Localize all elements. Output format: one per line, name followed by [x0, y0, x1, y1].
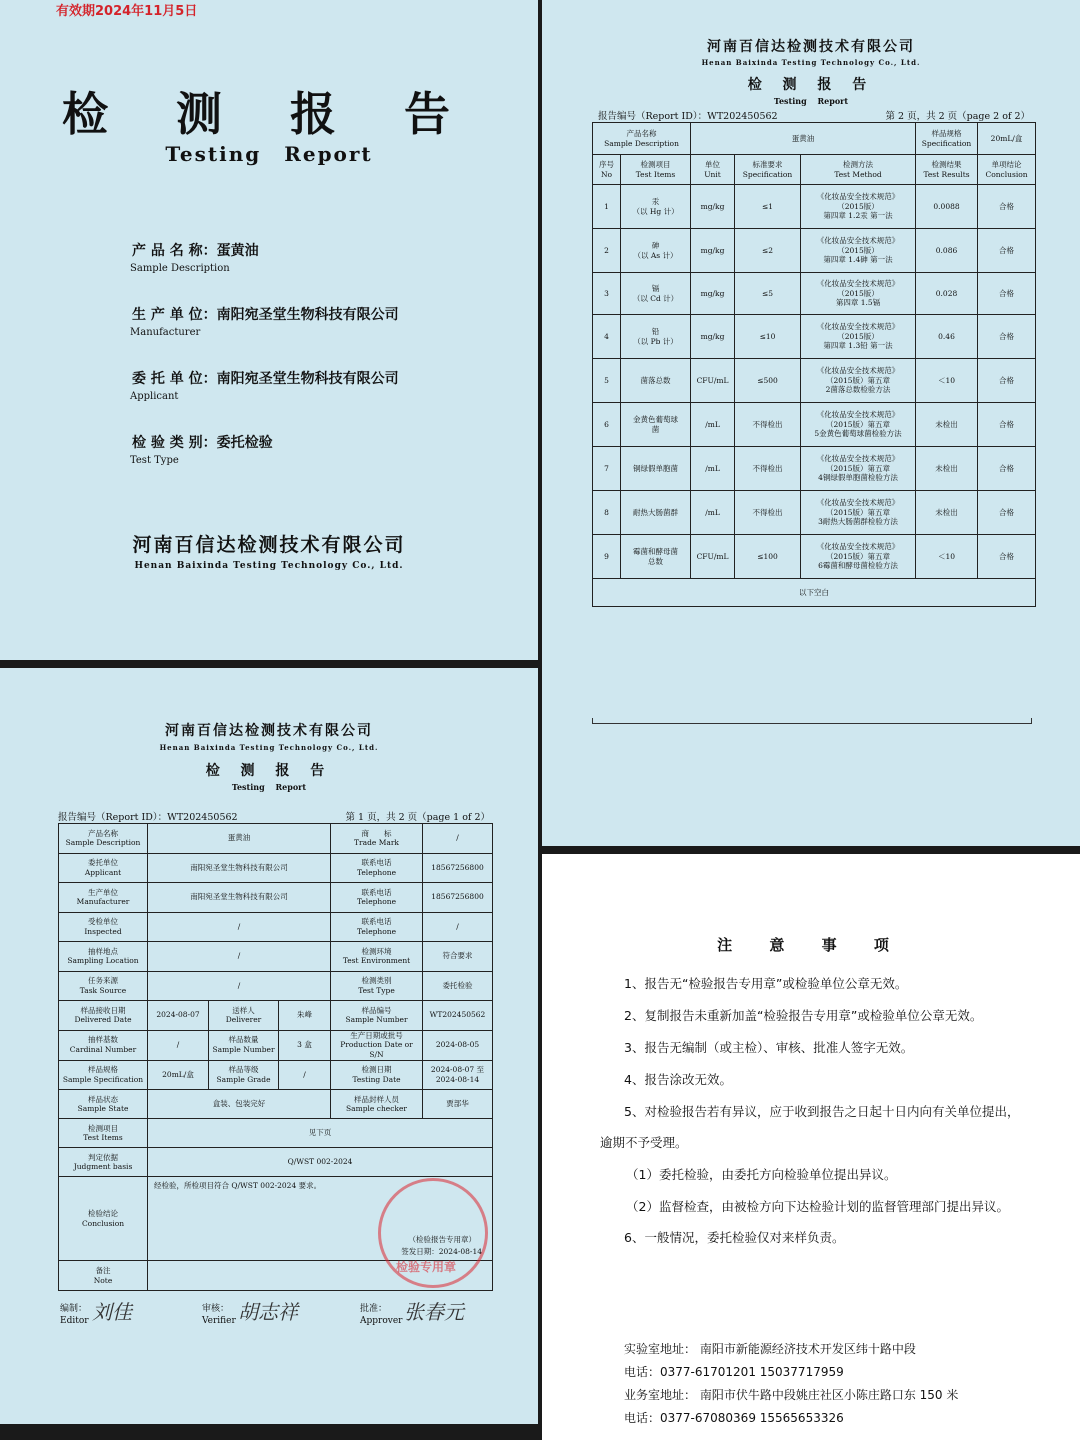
cover-company: 河南百信达检测技术有限公司: [132, 534, 406, 556]
info-value: 2024-08-07: [148, 1001, 209, 1031]
info-label-2: 联系电话 Telephone: [331, 883, 423, 913]
info-value-2: /: [423, 824, 493, 854]
result-result: ＜10: [916, 359, 978, 403]
page-number: 第 2 页，共 2 页（page 2 of 2）: [885, 111, 1030, 122]
info-label-2: 检测环境 Test Environment: [331, 942, 423, 972]
info-value: /: [148, 971, 331, 1001]
col-no: 序号 No: [593, 155, 621, 185]
info-value: 蛋黄油: [148, 824, 331, 854]
verifier-label: 审核： Verifier: [202, 1304, 236, 1326]
lab-address: 实验室地址： 南阳市新能源经济技术开发区纬十路中段: [624, 1342, 916, 1356]
result-no: 8: [593, 491, 621, 535]
result-no: 7: [593, 447, 621, 491]
info-label: 样品规格 Sample Specification: [59, 1060, 148, 1090]
info-label-2: 联系电话 Telephone: [331, 853, 423, 883]
result-method: 《化妆品安全技术规范》 （2015版） 第四章 1.5镉: [801, 273, 916, 315]
header-company: 河南百信达检测技术有限公司: [707, 39, 915, 55]
header-company-en: Henan Baixinda Testing Technology Co., Ltd.: [701, 58, 921, 67]
result-result: ＜10: [916, 535, 978, 579]
notice-item-2: 2、复制报告未重新加盖“检验报告专用章”或检验单位公章无效。: [624, 1008, 983, 1023]
info-label: 任务来源 Task Source: [59, 971, 148, 1001]
result-spec: ≤5: [735, 273, 801, 315]
result-no: 9: [593, 535, 621, 579]
info-row: [59, 883, 493, 913]
result-result: 未检出: [916, 403, 978, 447]
col-unit: 单位 Unit: [691, 155, 735, 185]
state-value: 盒装、包装完好: [148, 1090, 331, 1119]
col-item: 检测项目 Test Items: [621, 155, 691, 185]
info-sublabel: 样品数量 Sample Number: [209, 1030, 279, 1060]
blank-note: 以下空白: [593, 579, 1036, 607]
info-split-row: [59, 1060, 493, 1090]
editor-label: 编制： Editor: [60, 1304, 89, 1326]
result-result: 0.0088: [916, 185, 978, 229]
result-conclusion: 合格: [978, 491, 1036, 535]
conclusion-label: 检验结论 Conclusion: [59, 1177, 148, 1261]
header-title: 检 测 报 告: [205, 763, 333, 779]
result-result: 未检出: [916, 447, 978, 491]
info-value-2: 18567256800: [423, 853, 493, 883]
col-method: 检测方法 Test Method: [801, 155, 916, 185]
result-row: [593, 273, 1036, 315]
basis-value: Q/WST 002-2024: [148, 1148, 493, 1177]
sign-date: 签发日期：2024-08-14: [401, 1246, 482, 1256]
result-conclusion: 合格: [978, 315, 1036, 359]
stamp-label: 检验专用章: [396, 1260, 457, 1274]
result-no: 4: [593, 315, 621, 359]
info-label: 抽样地点 Sampling Location: [59, 942, 148, 972]
info-value-2: 2024-08-07 至 2024-08-14: [423, 1060, 493, 1090]
result-unit: mg/kg: [691, 185, 735, 229]
spec-label: 样品规格 Specification: [916, 123, 978, 155]
result-item: 汞 （以 Hg 计）: [621, 185, 691, 229]
info-split-row: [59, 1001, 493, 1031]
result-row: [593, 229, 1036, 273]
result-result: 0.086: [916, 229, 978, 273]
result-unit: mg/kg: [691, 315, 735, 359]
result-row: [593, 185, 1036, 229]
cover-field-test-type: 检 验 类 别：委托检验: [132, 435, 273, 451]
info-label-2: 生产日期或批号 Production Date or S/N: [331, 1030, 423, 1060]
items-label: 检测项目 Test Items: [59, 1119, 148, 1148]
col-result: 检测结果 Test Results: [916, 155, 978, 185]
info-split-row: [59, 1030, 493, 1060]
info-label-2: 样品编号 Sample Number: [331, 1001, 423, 1031]
info-label-2: 联系电话 Telephone: [331, 912, 423, 942]
result-method: 《化妆品安全技术规范》 （2015版）第五章 3耐热大肠菌群检验方法: [801, 491, 916, 535]
cover-field-test-type-en: Test Type: [130, 455, 179, 466]
info-value: /: [148, 1030, 209, 1060]
result-spec: 不得检出: [735, 447, 801, 491]
info-row: [59, 853, 493, 883]
cover-company-en: Henan Baixinda Testing Technology Co., Ltd.: [134, 561, 404, 571]
info-subvalue: 朱峰: [279, 1001, 331, 1031]
items-value: 见下页: [148, 1119, 493, 1148]
info-value-2: 符合要求: [423, 942, 493, 972]
note-label: 备注 Note: [59, 1261, 148, 1291]
state-label: 样品状态 Sample State: [59, 1090, 148, 1119]
report-page-2: [542, 0, 1080, 846]
info-label-2: 检测类别 Test Type: [331, 971, 423, 1001]
info-value-2: 委托检验: [423, 971, 493, 1001]
info-row: [59, 942, 493, 972]
info-subvalue: 3 盒: [279, 1030, 331, 1060]
result-item: 霉菌和酵母菌 总数: [621, 535, 691, 579]
result-conclusion: 合格: [978, 273, 1036, 315]
result-spec: ≤2: [735, 229, 801, 273]
desc-label: 产品名称 Sample Description: [593, 123, 691, 155]
result-spec: ≤500: [735, 359, 801, 403]
cover-subtitle: Testing Report: [165, 142, 373, 166]
report-id: 报告编号（Report ID）：WT202450562: [58, 812, 238, 823]
approver-label: 批准： Approver: [360, 1304, 403, 1326]
report-page-1: [0, 668, 538, 1424]
result-conclusion: 合格: [978, 403, 1036, 447]
notice-item-6: 6、一般情况，委托检验仅对来样负责。: [624, 1230, 845, 1245]
notice-item-3: 3、报告无编制（或主检）、审核、批准人签字无效。: [624, 1040, 914, 1055]
result-spec: 不得检出: [735, 491, 801, 535]
result-conclusion: 合格: [978, 447, 1036, 491]
info-row: [59, 971, 493, 1001]
result-row: [593, 403, 1036, 447]
page-footer-line: [592, 718, 1032, 724]
col-conclusion: 单项结论 Conclusion: [978, 155, 1036, 185]
header-company-en: Henan Baixinda Testing Technology Co., Ltd.: [159, 743, 379, 752]
info-row: [59, 912, 493, 942]
header-title-en: Testing Report: [773, 96, 849, 106]
stamp-note: （检验报告专用章）: [408, 1234, 476, 1244]
result-unit: mg/kg: [691, 229, 735, 273]
info-value: 南阳宛圣堂生物科技有限公司: [148, 853, 331, 883]
result-unit: /mL: [691, 447, 735, 491]
info-value: /: [148, 942, 331, 972]
result-no: 2: [593, 229, 621, 273]
info-sublabel: 样品等级 Sample Grade: [209, 1060, 279, 1090]
info-label: 受检单位 Inspected: [59, 912, 148, 942]
checker-value: 贾部华: [423, 1090, 493, 1119]
notice-page: [542, 854, 1080, 1440]
result-unit: mg/kg: [691, 273, 735, 315]
result-result: 0.028: [916, 273, 978, 315]
notice-item-5-2: （2）监督检查，由被检方向下达检验计划的监督管理部门提出异议。: [626, 1199, 1009, 1214]
lab-phone: 电话：0377-61701201 15037717959: [624, 1365, 844, 1379]
desc-value: 蛋黄油: [691, 123, 916, 155]
cover-title: 检 测 报 告: [61, 87, 477, 141]
result-method: 《化妆品安全技术规范》 （2015版） 第四章 1.3铅 第一法: [801, 315, 916, 359]
info-value-2: /: [423, 912, 493, 942]
notice-item-4: 4、报告涂改无效。: [624, 1072, 732, 1087]
approver-signature: 张春元: [404, 1300, 464, 1324]
result-item: 铜绿假单胞菌: [621, 447, 691, 491]
result-method: 《化妆品安全技术规范》 （2015版） 第四章 1.2汞 第一法: [801, 185, 916, 229]
result-item: 耐热大肠菌群: [621, 491, 691, 535]
info-row: [59, 824, 493, 854]
result-no: 3: [593, 273, 621, 315]
result-row: [593, 535, 1036, 579]
basis-label: 判定依据 Judgment basis: [59, 1148, 148, 1177]
result-spec: 不得检出: [735, 403, 801, 447]
notice-item-5: 5、对检验报告若有异议，应于收到报告之日起十日内向有关单位提出，: [624, 1104, 1020, 1119]
page-number: 第 1 页，共 2 页（page 1 of 2）: [345, 812, 490, 823]
info-value: 20mL/盒: [148, 1060, 209, 1090]
result-method: 《化妆品安全技术规范》 （2015版）第五章 2菌落总数检验方法: [801, 359, 916, 403]
office-address: 业务室地址： 南阳市伏牛路中段姚庄社区小陈庄路口东 150 米: [624, 1388, 959, 1402]
spec-value: 20mL/盒: [978, 123, 1036, 155]
result-item: 砷 （以 As 计）: [621, 229, 691, 273]
result-method: 《化妆品安全技术规范》 （2015版） 第四章 1.4砷 第一法: [801, 229, 916, 273]
notice-item-1: 1、报告无“检验报告专用章”或检验单位公章无效。: [624, 976, 908, 991]
info-value-2: 18567256800: [423, 883, 493, 913]
info-label-2: 检测日期 Testing Date: [331, 1060, 423, 1090]
cover-field-applicant-en: Applicant: [130, 391, 179, 402]
result-spec: ≤10: [735, 315, 801, 359]
result-method: 《化妆品安全技术规范》 （2015版）第五章 5金黄色葡萄球菌检验方法: [801, 403, 916, 447]
result-row: [593, 447, 1036, 491]
editor-signature: 刘佳: [92, 1300, 132, 1324]
result-result: 0.46: [916, 315, 978, 359]
result-spec: ≤100: [735, 535, 801, 579]
result-unit: /mL: [691, 403, 735, 447]
cover-field-manufacturer: 生 产 单 位：南阳宛圣堂生物科技有限公司: [132, 307, 399, 323]
result-method: 《化妆品安全技术规范》 （2015版）第五章 6霉菌和酵母菌检验方法: [801, 535, 916, 579]
info-value-2: 2024-08-05: [423, 1030, 493, 1060]
cover-field-product-en: Sample Description: [130, 263, 230, 274]
notice-title: 注 意 事 项: [717, 936, 905, 954]
result-method: 《化妆品安全技术规范》 （2015版）第五章 4铜绿假单胞菌检验方法: [801, 447, 916, 491]
result-item: 金黄色葡萄球 菌: [621, 403, 691, 447]
info-label: 抽样基数 Cardinal Number: [59, 1030, 148, 1060]
result-no: 5: [593, 359, 621, 403]
result-row: [593, 315, 1036, 359]
result-item: 镉 （以 Cd 计）: [621, 273, 691, 315]
info-subvalue: /: [279, 1060, 331, 1090]
result-no: 6: [593, 403, 621, 447]
result-row: [593, 359, 1036, 403]
info-sublabel: 送样人 Deliverer: [209, 1001, 279, 1031]
header-company: 河南百信达检测技术有限公司: [165, 723, 373, 739]
info-value: /: [148, 912, 331, 942]
report-id: 报告编号（Report ID）：WT202450562: [598, 111, 778, 122]
result-result: 未检出: [916, 491, 978, 535]
cover-page: [0, 0, 538, 660]
header-title-en: Testing Report: [231, 782, 307, 792]
result-unit: /mL: [691, 491, 735, 535]
result-no: 1: [593, 185, 621, 229]
result-conclusion: 合格: [978, 185, 1036, 229]
col-spec: 标准要求 Specification: [735, 155, 801, 185]
info-label: 委托单位 Applicant: [59, 853, 148, 883]
result-row: [593, 491, 1036, 535]
notice-item-5-1: （1）委托检验，由委托方向检验单位提出异议。: [626, 1167, 897, 1182]
info-label: 产品名称 Sample Description: [59, 824, 148, 854]
result-conclusion: 合格: [978, 229, 1036, 273]
result-conclusion: 合格: [978, 535, 1036, 579]
verifier-signature: 胡志祥: [238, 1300, 298, 1324]
info-label-2: 商 标 Trade Mark: [331, 824, 423, 854]
conclusion-value: 经检验，所检项目符合 Q/WST 002-2024 要求。: [154, 1181, 322, 1191]
result-unit: CFU/mL: [691, 535, 735, 579]
cover-field-applicant: 委 托 单 位：南阳宛圣堂生物科技有限公司: [132, 371, 399, 387]
info-value-2: WT202450562: [423, 1001, 493, 1031]
results-table: [592, 122, 1036, 607]
result-unit: CFU/mL: [691, 359, 735, 403]
result-item: 铅 （以 Pb 计）: [621, 315, 691, 359]
info-label: 样品接收日期 Delivered Date: [59, 1001, 148, 1031]
result-item: 菌落总数: [621, 359, 691, 403]
cover-field-manufacturer-en: Manufacturer: [130, 327, 201, 338]
office-phone: 电话：0377-67080369 15565653326: [624, 1411, 844, 1425]
info-value: 南阳宛圣堂生物科技有限公司: [148, 883, 331, 913]
cover-field-product: 产 品 名 称：蛋黄油: [132, 243, 259, 259]
header-title: 检 测 报 告: [747, 77, 875, 93]
result-conclusion: 合格: [978, 359, 1036, 403]
validity-date: 有效期2024年11月5日: [56, 4, 198, 19]
notice-item-5-cont: 逾期不予受理。: [600, 1135, 688, 1150]
info-label: 生产单位 Manufacturer: [59, 883, 148, 913]
checker-label: 样品封样人员 Sample checker: [331, 1090, 423, 1119]
result-spec: ≤1: [735, 185, 801, 229]
